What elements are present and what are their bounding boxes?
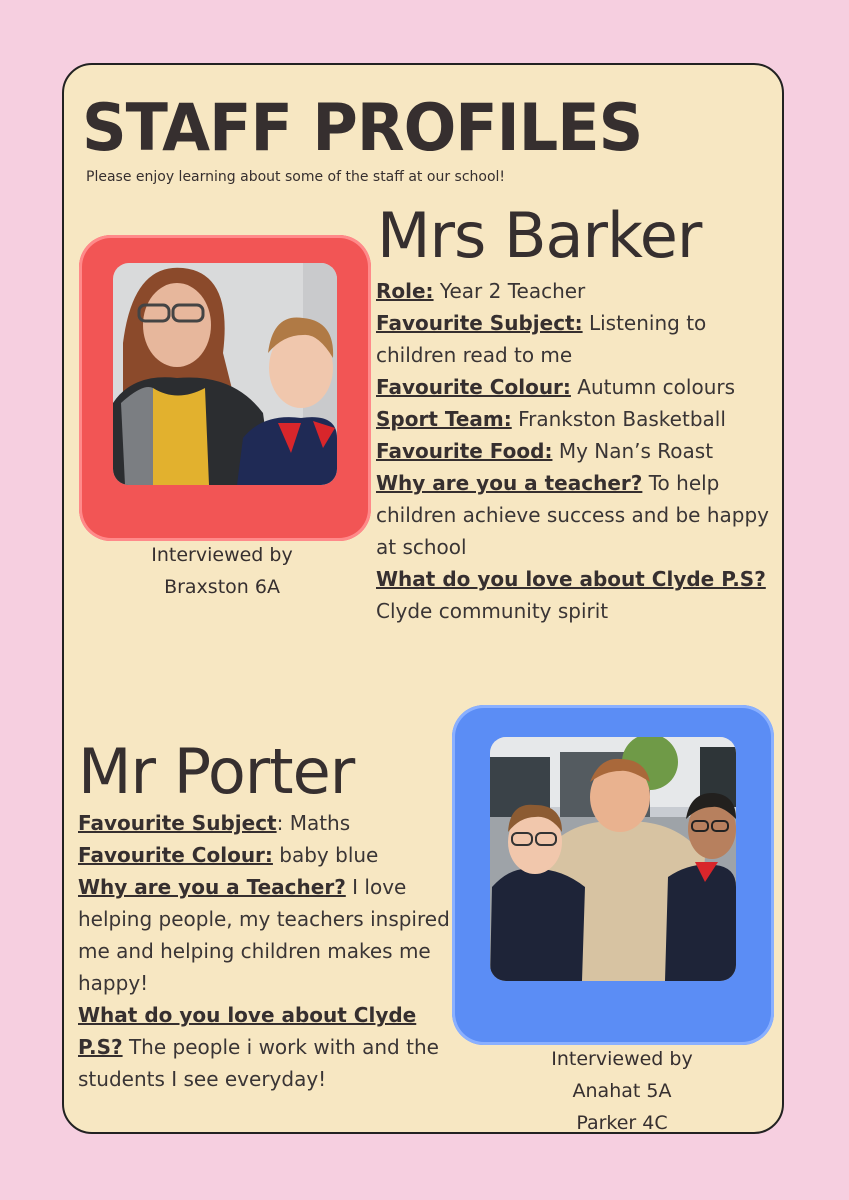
info-love-clyde-answer: Clyde community spirit <box>376 599 609 623</box>
interviewed-by-label: Interviewed by <box>151 544 293 566</box>
profile-name-barker: Mrs Barker <box>377 199 702 272</box>
info-love-clyde-question: What do you love about Clyde P.S? <box>376 567 766 591</box>
info-favourite-colour: Favourite Colour: baby blue <box>78 843 379 867</box>
interviewer-credit-barker <box>122 539 322 603</box>
interviewer-credit-porter <box>522 1043 722 1139</box>
info-sport-team: Sport Team: Frankston Basketball <box>376 407 726 431</box>
profile-name-porter: Mr Porter <box>78 735 355 808</box>
staff-profiles-card <box>62 63 784 1134</box>
photo-frame-porter <box>452 705 774 1045</box>
porter-students-photo-image <box>490 737 736 981</box>
photo-porter <box>490 737 736 981</box>
profile-info-barker <box>376 275 776 627</box>
info-why-teacher: Why are you a teacher? To help children achieve success and be happy at school <box>376 471 769 559</box>
info-role: Role: Year 2 Teacher <box>376 279 586 303</box>
interviewer-name: Braxston 6A <box>164 576 280 598</box>
interviewer-name-2: Parker 4C <box>576 1112 668 1134</box>
page-subtitle: Please enjoy learning about some of the staff at our school! <box>86 169 506 185</box>
interviewer-name-1: Anahat 5A <box>572 1080 672 1102</box>
interviewed-by-label: Interviewed by <box>551 1048 693 1070</box>
profile-info-porter <box>78 807 450 1095</box>
page-title: STAFF PROFILES <box>82 89 643 166</box>
photo-frame-barker <box>79 235 371 541</box>
info-favourite-subject: Favourite Subject: Maths <box>78 811 351 835</box>
info-favourite-subject: Favourite Subject: Listening to children read to me <box>376 311 707 367</box>
barker-student-photo-image <box>113 263 337 485</box>
photo-barker <box>113 263 337 485</box>
info-favourite-food: Favourite Food: My Nan’s Roast <box>376 439 714 463</box>
info-love-clyde: What do you love about Clyde P.S? The people i work with and the students I see everyday! <box>78 1003 439 1091</box>
info-why-teacher: Why are you a Teacher? I love helping people, my teachers inspired me and helping children makes me happy! <box>78 875 450 995</box>
info-favourite-colour: Favourite Colour: Autumn colours <box>376 375 736 399</box>
